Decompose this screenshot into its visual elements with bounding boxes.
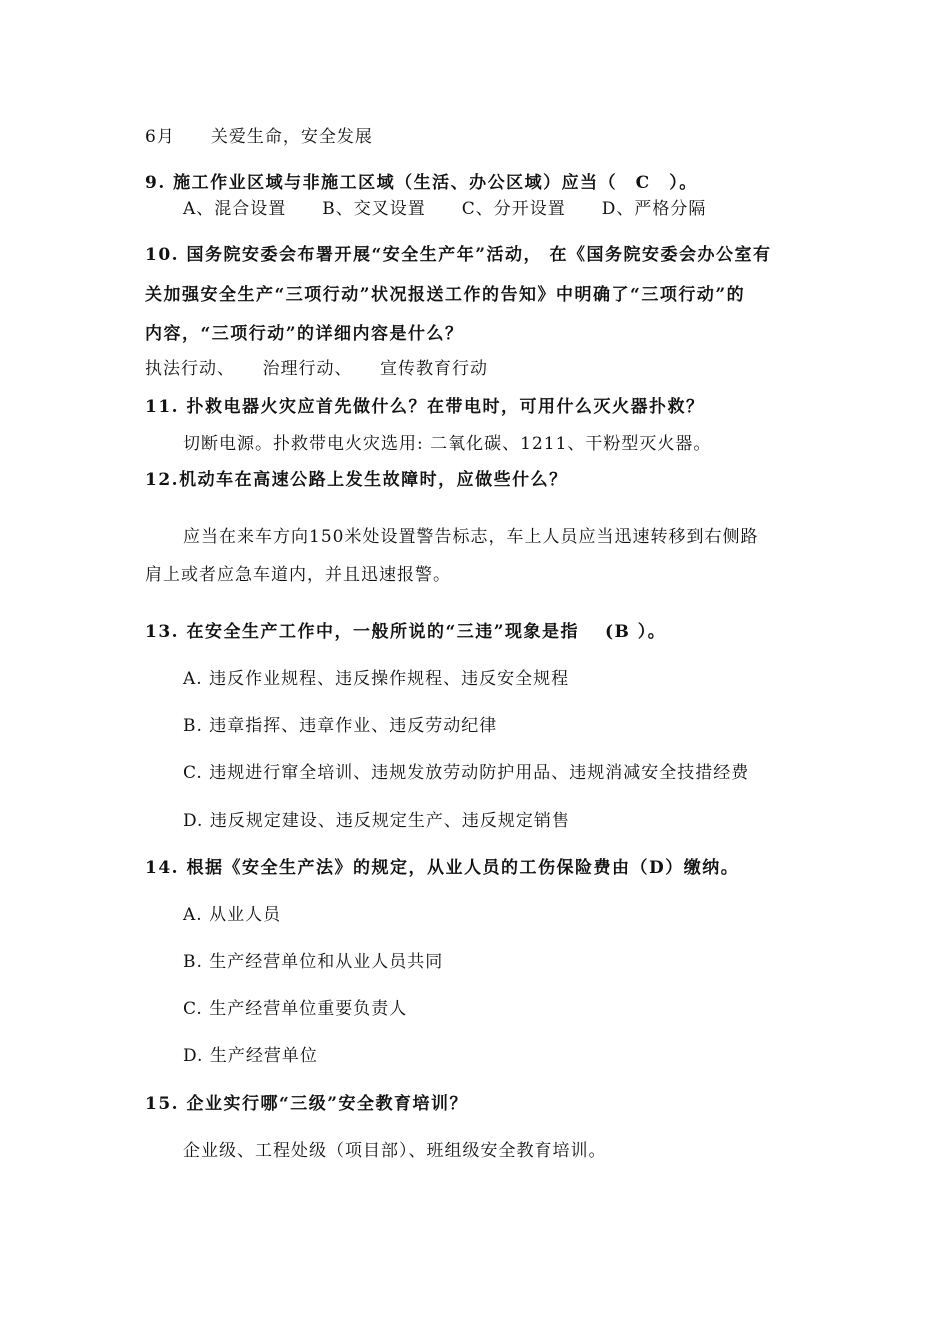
- intro-line: 6月 关爱生命，安全发展: [145, 127, 373, 147]
- question-11: 11. 扑救电器火灾应首先做什么？在带电时，可用什么灭火器扑救？: [145, 397, 705, 417]
- question-15: 15. 企业实行哪“三级”安全教育培训？: [145, 1094, 469, 1114]
- question-15-answer: 企业级、工程处级（项目部）、班组级安全教育培训。: [183, 1141, 607, 1161]
- question-13-option-d: D. 违反规定建设、违反规定生产、违反规定销售: [183, 811, 570, 831]
- question-14-option-c: C. 生产经营单位重要负责人: [183, 999, 408, 1019]
- question-13-option-a: A. 违反作业规程、违反操作规程、违反安全规程: [183, 669, 570, 689]
- question-12-answer-line-2: 肩上或者应急车道内，并且迅速报警。: [145, 565, 451, 585]
- question-14: 14. 根据《安全生产法》的规定，从业人员的工伤保险费由（D）缴纳。: [145, 858, 740, 878]
- question-14-option-d: D. 生产经营单位: [183, 1046, 318, 1066]
- question-9-options: A、混合设置 B、交叉设置 C、分开设置 D、严格分隔: [183, 199, 707, 219]
- question-10-line-1: 10. 国务院安委会布署开展“安全生产年”活动， 在《国务院安委会办公室有: [145, 245, 772, 265]
- question-13-option-c: C. 违规进行窜全培训、违规发放劳动防护用品、违规消减安全技措经费: [183, 763, 750, 783]
- question-10-answer: 执法行动、 治理行动、 宣传教育行动: [145, 359, 488, 379]
- question-12-answer-line-1: 应当在来车方向150米处设置警告标志，车上人员应当迅速转移到右侧路: [183, 527, 759, 547]
- question-14-option-a: A. 从业人员: [183, 905, 282, 925]
- question-10-line-2: 关加强安全生产“三项行动”状况报送工作的告知》中明确了“三项行动”的: [145, 285, 746, 305]
- question-14-option-b: B. 生产经营单位和从业人员共同: [183, 952, 444, 972]
- question-13-option-b: B. 违章指挥、违章作业、违反劳动纪律: [183, 716, 498, 736]
- question-13: 13. 在安全生产工作中，一般所说的“三违”现象是指 (B ）。: [145, 622, 667, 642]
- question-11-answer: 切断电源。扑救带电火灾选用: 二氧化碳、1211、干粉型灭火器。: [183, 434, 712, 454]
- question-10-line-3: 内容，“三项行动”的详细内容是什么？: [145, 324, 464, 344]
- question-9: 9. 施工作业区域与非施工区域（生活、办公区域）应当（ C ）。: [145, 173, 698, 193]
- question-12: 12.机动车在高速公路上发生故障时，应做些什么？: [145, 470, 568, 490]
